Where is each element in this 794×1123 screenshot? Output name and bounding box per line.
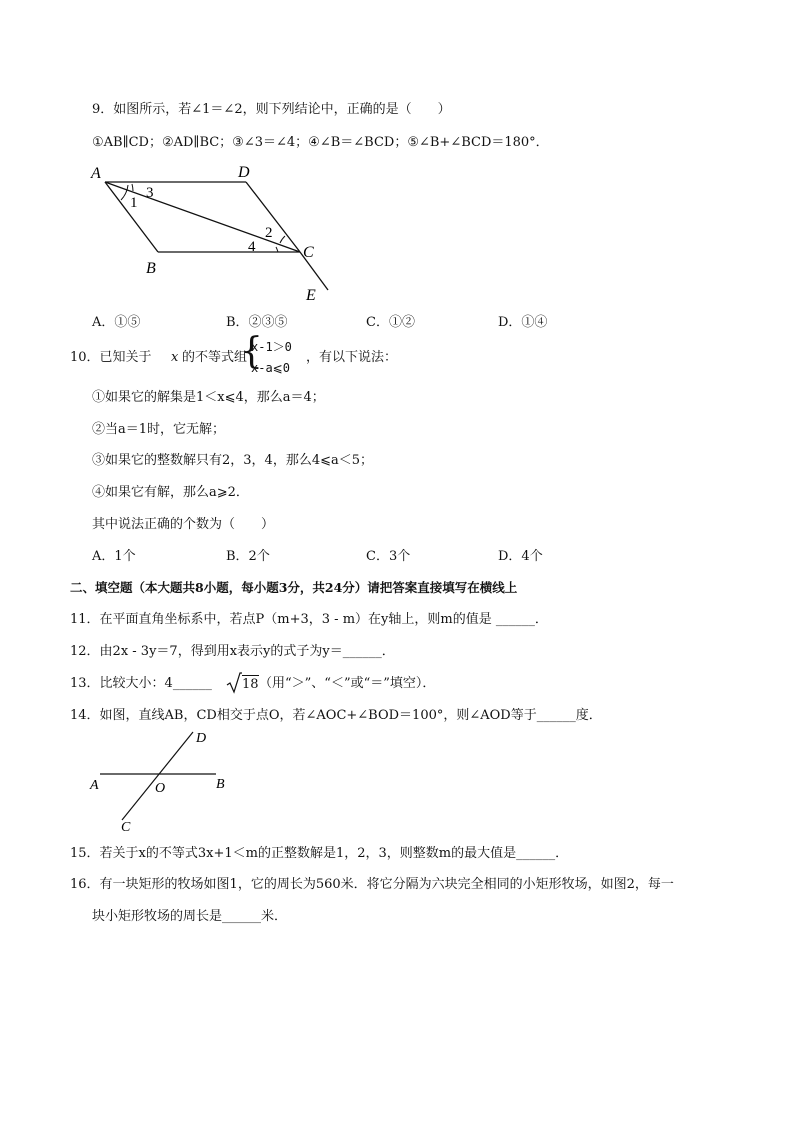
q9-stem: 9．如图所示，若∠1＝∠2，则下列结论中，正确的是（ ） (92, 102, 451, 117)
q14-label-O: O (155, 781, 166, 796)
angle-4-label: 4 (248, 239, 256, 255)
q13-text-a: 13．比较大小：4______ (70, 676, 212, 691)
q14-label-B: B (216, 777, 225, 792)
q10-stem-mid: 的不等式组 (182, 350, 248, 365)
q10-option-b: B．2个 (226, 549, 270, 564)
q10-item-4: ④如果它有解，那么a⩾2． (92, 485, 249, 500)
angle-3-label: 3 (146, 185, 154, 201)
label-B: B (146, 260, 156, 277)
q16-text-line2: 块小矩形牧场的周长是______米． (92, 909, 288, 924)
q16-text-line1: 16．有一块矩形的牧场如图1，它的周长为560米．将它分隔为六块完全相同的小矩形牧场，如图2，每一 (70, 877, 674, 892)
q10-stem-suffix: ，有以下说法： (306, 350, 398, 365)
label-A: A (91, 165, 101, 182)
q9-option-c: C．①② (366, 315, 415, 330)
intersecting-lines-figure (86, 726, 236, 836)
q9-statements: ①AB∥CD；②AD∥BC；③∠3＝∠4；④∠B＝∠BCD；⑤∠B+∠BCD＝180°． (92, 135, 549, 150)
sqrt-symbol (226, 672, 242, 694)
q13-text-b: （用“＞”、“＜”或“＝”填空）． (259, 676, 436, 691)
q10-option-d: D．4个 (498, 549, 543, 564)
q15-text: 15．若关于x的不等式3x+1＜m的正整数解是1，2，3，则整数m的最大值是______． (70, 846, 569, 861)
q10-item-2: ②当a＝1时，它无解； (92, 422, 226, 437)
q10-item-1: ①如果它的解集是1＜x⩽4，那么a＝4； (92, 390, 325, 405)
q10-stem-prefix: 10．已知关于 (70, 350, 152, 365)
q10-system-line1: x-1＞0 (251, 340, 292, 354)
q10-option-a: A．1个 (92, 549, 136, 564)
q11-text: 11．在平面直角坐标系中，若点P（m+3，3 - m）在y轴上，则m的值是 ______． (70, 612, 548, 627)
q14-label-D: D (196, 731, 207, 746)
q12-text: 12．由2x - 3y＝7，得到用x表示y的式子为y＝______． (70, 644, 395, 659)
label-C: C (303, 244, 314, 261)
angle-2-label: 2 (265, 225, 273, 241)
sqrt-radicand: 18 (242, 677, 259, 692)
q10-question: 其中说法正确的个数为（ ） (92, 517, 275, 532)
section-heading: 二、填空题（本大题共8小题，每小题3分，共24分）请把答案直接填写在横线上 (70, 580, 518, 595)
label-E: E (306, 287, 316, 304)
q10-system-line2: x-a⩽0 (251, 361, 290, 375)
q10-option-c: C．3个 (366, 549, 411, 564)
q9-option-d: D．①④ (498, 315, 548, 330)
q10-stem-var: x (171, 350, 179, 365)
q9-option-b: B．②③⑤ (226, 315, 288, 330)
q14-text: 14．如图，直线AB，CD相交于点O，若∠AOC+∠BOD＝100°，则∠AOD等于______度． (70, 708, 602, 723)
q14-label-C: C (121, 820, 131, 835)
q14-label-A: A (90, 778, 99, 793)
q9-option-a: A．①⑤ (92, 315, 141, 330)
q10-item-3: ③如果它的整数解只有2，3，4，那么4⩽a＜5； (92, 453, 373, 468)
label-D: D (238, 164, 250, 181)
parallelogram-figure (88, 160, 338, 305)
system-brace: { (240, 331, 263, 372)
angle-1-label: 1 (130, 195, 138, 211)
